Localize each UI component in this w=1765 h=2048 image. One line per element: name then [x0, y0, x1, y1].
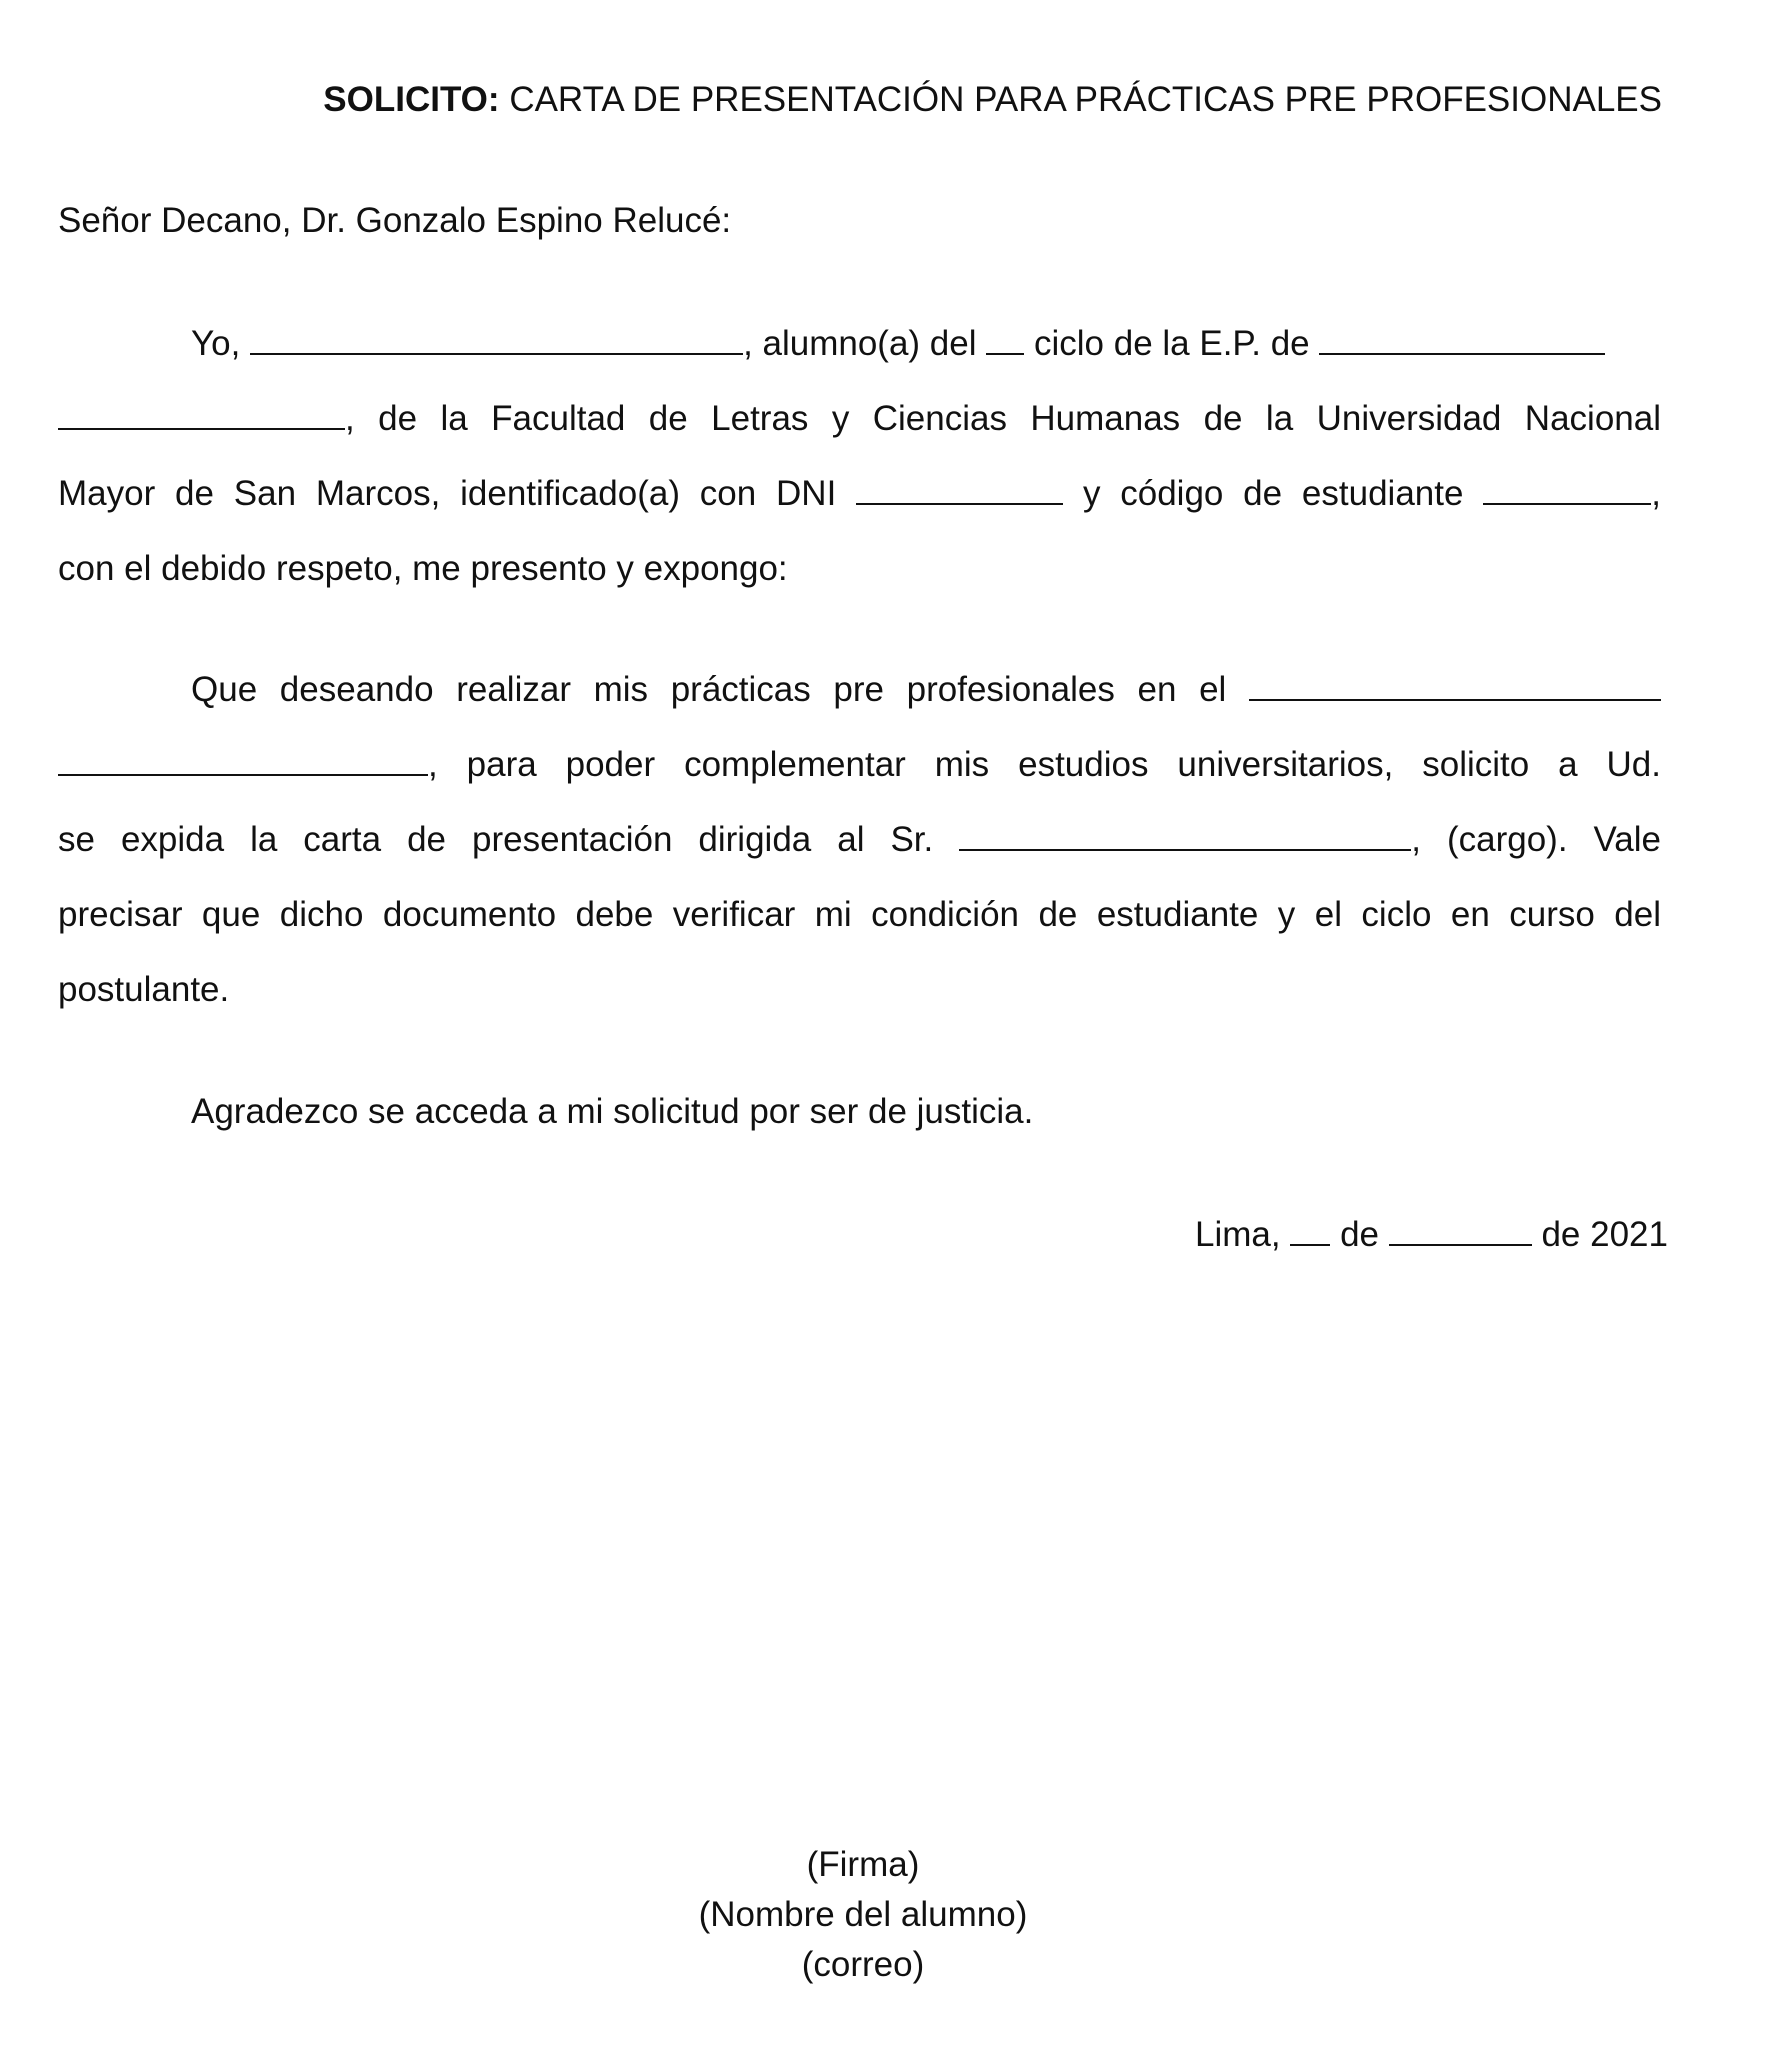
para-text: , para poder complementar mis estudios universitarios, solicito a Ud.: [428, 745, 1661, 784]
student-code-blank: [1483, 473, 1651, 505]
header-subject: CARTA DE PRESENTACIÓN PARA PRÁCTICAS PRE PROFESIONALES: [509, 80, 1662, 119]
ciclo-text: ciclo de la E.P. de: [1033, 324, 1310, 363]
year-text: de 2021: [1541, 1215, 1668, 1254]
signature-correo: (correo): [801, 1945, 925, 1984]
header-label: SOLICITO:: [323, 80, 500, 119]
cycle-blank: [986, 323, 1024, 355]
paragraph1-line4: con el debido respeto, me presento y expongo:: [58, 549, 788, 588]
signature-firma: (Firma): [806, 1845, 920, 1884]
closing-text: Agradezco se acceda a mi solicitud por ser de justicia.: [191, 1092, 1034, 1131]
company-blank-2: [58, 744, 428, 776]
codigo-text: y código de estudiante: [1082, 474, 1464, 513]
mayor-text: Mayor de San Marcos, identificado(a) con DNI: [58, 474, 837, 513]
date-line: [1195, 1213, 1668, 1257]
paragraph2-line2: [58, 743, 1661, 787]
document-header: [323, 78, 1662, 122]
comma-text: ,: [1651, 474, 1661, 513]
que-text: Que deseando realizar mis prácticas pre profesionales en el: [191, 670, 1227, 709]
expida-text: se expida la carta de presentación dirigida al Sr.: [58, 820, 934, 859]
dni-blank: [856, 473, 1063, 505]
month-blank: [1389, 1214, 1532, 1246]
paragraph2-line1: [191, 668, 1661, 712]
paragraph2-line3: [58, 818, 1661, 862]
paragraph1-line1: [191, 322, 1605, 366]
paragraph1-line3: [58, 472, 1661, 516]
company-blank-1: [1249, 669, 1661, 701]
yo-text: Yo,: [191, 324, 241, 363]
day-blank: [1290, 1214, 1330, 1246]
cargo-text: , (cargo). Vale: [1411, 820, 1662, 859]
lima-text: Lima,: [1195, 1215, 1281, 1254]
paragraph2-line4: precisar que dicho documento debe verificar mi condición de estudiante y el ciclo en curso del: [58, 895, 1661, 934]
name-blank: [250, 323, 743, 355]
signature-nombre: (Nombre del alumno): [698, 1895, 1028, 1934]
de-text: de: [1340, 1215, 1379, 1254]
school-blank-1: [1319, 323, 1605, 355]
paragraph2-line5: postulante.: [58, 970, 230, 1009]
school-blank-2: [58, 398, 345, 430]
paragraph1-line2: [58, 397, 1661, 441]
salutation: Señor Decano, Dr. Gonzalo Espino Relucé:: [58, 201, 732, 240]
facultad-text: , de la Facultad de Letras y Ciencias Humanas de la Universidad Nacional: [345, 399, 1661, 438]
alumno-text: , alumno(a) del: [743, 324, 977, 363]
recipient-blank: [959, 819, 1411, 851]
